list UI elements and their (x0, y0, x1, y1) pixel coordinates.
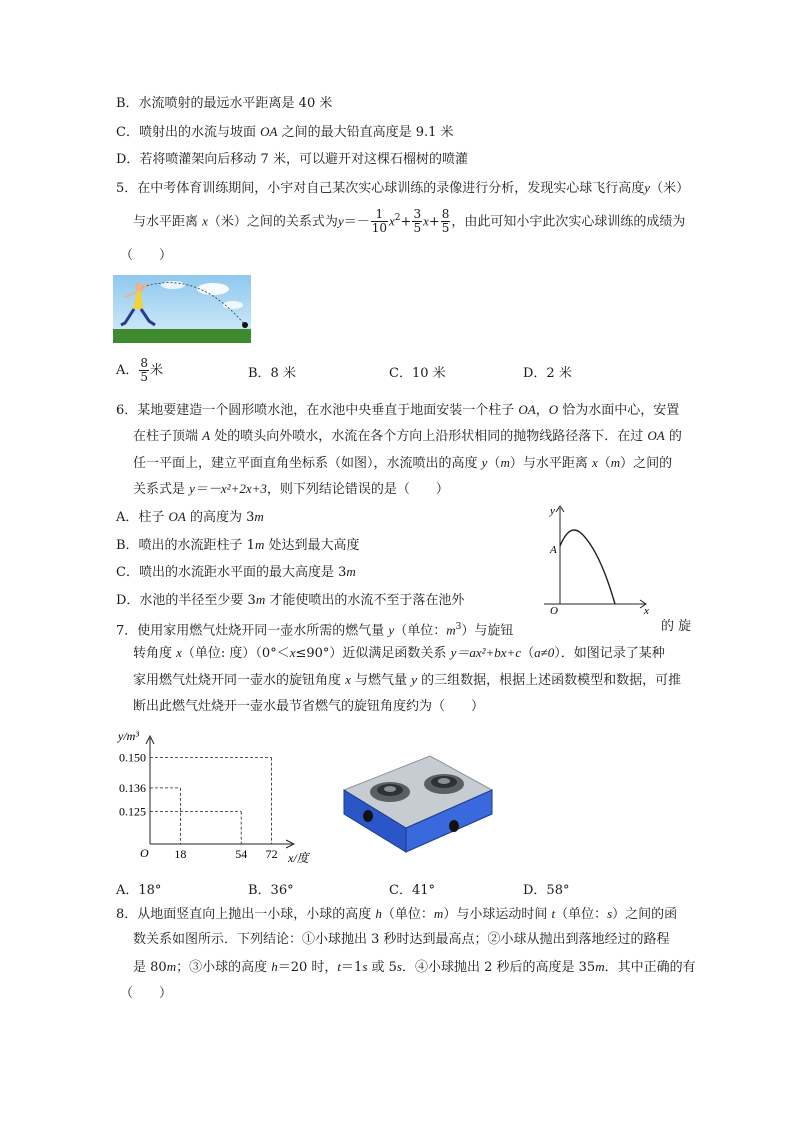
q5-eq-x: x (423, 213, 429, 229)
fig-label-a: A (550, 544, 557, 556)
x-tick-label-0: 18 (174, 847, 187, 861)
q7-line-1: 7．使用家用燃气灶烧开同一壶水所需的燃气量 y（单位：$m^3$）与旋钮 (116, 622, 514, 639)
grass (113, 329, 251, 343)
q5-line-2 (133, 203, 685, 237)
q5-var-x: x (202, 213, 208, 229)
q5-fraction-8-5: $\frac{8}{5}$ (441, 207, 450, 236)
q5-text: 与水平距离 (133, 214, 203, 230)
q6-option-b: B．喷出的水流距柱子 1m 处达到最大高度 (116, 537, 360, 553)
knob-right (449, 820, 459, 832)
q4-option-d: D．若将喷灌架向后移动 7 米，可以避开对这棵石榴树的喷灌 (116, 152, 468, 167)
q7-gas-chart (112, 726, 322, 868)
q6-parabola-figure (530, 500, 658, 616)
q4-option-b: B．水流喷射的最远水平距离是 40 米 (116, 96, 333, 111)
chart-y-label: y/m³ (118, 729, 139, 743)
q5-option-a-fraction: $\frac{8}{5}$ (140, 356, 149, 384)
fig-label-o: O (550, 605, 558, 616)
q5-text: 5．在中考体育训练期间，小宇对自己某次实心球训练的录像进行分析，发现实心球飞行高度 (116, 181, 645, 196)
q5-eq-plus: + (400, 214, 412, 230)
q8-line-2: 数关系如图所示．下列结论：①小球抛出 3 秒时达到最高点；②小球从抛出到落地经过的路程 (133, 932, 670, 947)
q5-text: （米）之间的关系式为 (207, 214, 338, 230)
cloud (197, 283, 229, 295)
q4-option-c (116, 124, 454, 141)
q4-option-c-pre: C．喷射出的水流与坡面 (116, 125, 261, 140)
q7-line-2: 转角度 x（单位: 度）（0°＜x≤90°）近似满足函数关系 y＝ax²+bx+c（a≠0）．如图记录了某种 (133, 645, 665, 661)
q5-option-d: D．2 米 (523, 366, 572, 381)
chart-origin-label: O (140, 846, 149, 860)
q8-line-3: 是 80m；③小球的高度 h＝20 时，t＝1s 或 5s．④小球抛出 2 秒后的高度是 35m．其中正确的有 (133, 959, 696, 975)
q6-option-c: C．喷出的水流距水平面的最大高度是 3m (116, 564, 356, 580)
q5-fraction-1-10: $\frac{1}{10}$ (371, 207, 388, 236)
burner-left (370, 782, 410, 802)
fig-label-y: y (550, 505, 555, 517)
shot-put-ball (242, 322, 248, 328)
q5-eq-sup: 2 (394, 213, 401, 223)
gas-stove-illustration (334, 748, 496, 860)
fig-label-x: x (644, 605, 649, 616)
q5-eq-y: y (337, 213, 344, 229)
q6-line-4: 关系式是 y＝－x²+2x+3，则下列结论错误的是（ ） (133, 481, 449, 497)
q5-answer-paren: （ ） (120, 248, 173, 263)
q6-line-3: 任一平面上，建立平面直角坐标系（如图），水流喷出的高度 y（m）与水平距离 x（m）之间的 (133, 455, 673, 471)
x-tick-label-2: 72 (265, 847, 278, 861)
q7-line-4: 断出此燃气灶烧开一壶水最节省燃气的旋钮角度约为（ ） (133, 699, 485, 714)
q7-option-a: A．18° (116, 883, 162, 898)
q5-option-c: C．10 米 (389, 366, 446, 381)
y-tick-label-0: 0.150 (119, 750, 146, 765)
y-tick-label-2: 0.125 (119, 804, 146, 819)
burner-right (424, 774, 464, 794)
q6-option-a: A．柱子 OA 的高度为 3m (116, 509, 264, 525)
q7-option-c: C．41° (389, 883, 435, 898)
q5-option-a: A． $\frac{8}{5}$ 米 (116, 356, 164, 384)
q4-option-c-var: OA (260, 124, 278, 139)
q5-text: （米） (650, 181, 690, 196)
q5-line-1 (116, 180, 689, 197)
q5-var-y: y (644, 180, 651, 195)
q4-option-c-post: 之间的最大铅直高度是 9.1 米 (277, 125, 454, 140)
q5-text: ，由此可知小宇此次实心球训练的成绩为 (451, 214, 686, 230)
x-tick-label-1: 54 (235, 847, 248, 861)
shot-put-illustration (113, 275, 251, 343)
q7-line-3: 家用燃气灶烧开同一壶水的旋钮角度 x 与燃气量 y 的三组数据，根据上述函数模型和数据，可推 (133, 672, 682, 688)
y-tick-label-1: 0.136 (119, 780, 146, 795)
q8-answer-paren: （ ） (120, 986, 173, 1001)
q7-option-d: D．58° (523, 883, 570, 898)
q6-line-1: 6．某地要建造一个圆形喷水池，在水池中央垂直于地面安装一个柱子 OA，O 恰为水面中心，安置 (116, 402, 680, 418)
q6-line-2: 在柱子顶端 A 处的喷头向外喷水，水流在各个方向上沿形状相同的抛物线路径落下．在过 OA 的 (133, 428, 682, 444)
q5-eq-x: x (389, 213, 395, 229)
water-parabola (560, 530, 615, 604)
cloud (161, 281, 185, 289)
q8-line-1: 8．从地面竖直向上抛出一小球，小球的高度 h（单位：m）与小球运动时间 t（单位：s）之间的函 (116, 906, 678, 922)
q5-eq-plus: + (428, 214, 440, 230)
q7-option-b: B．36° (248, 883, 294, 898)
q7-line-1-tail: 的 旋 (661, 619, 692, 634)
q5-fraction-3-5: $\frac{3}{5}$ (413, 207, 422, 236)
q5-eq-sign: ＝－ (343, 214, 370, 230)
cloud (223, 301, 243, 309)
q6-option-d: D．水池的半径至少要 3m 才能使喷出的水流不至于落在池外 (116, 592, 465, 608)
q5-option-b: B．8 米 (248, 366, 296, 381)
knob-left (363, 810, 373, 822)
chart-x-label: x/度 (288, 851, 309, 865)
